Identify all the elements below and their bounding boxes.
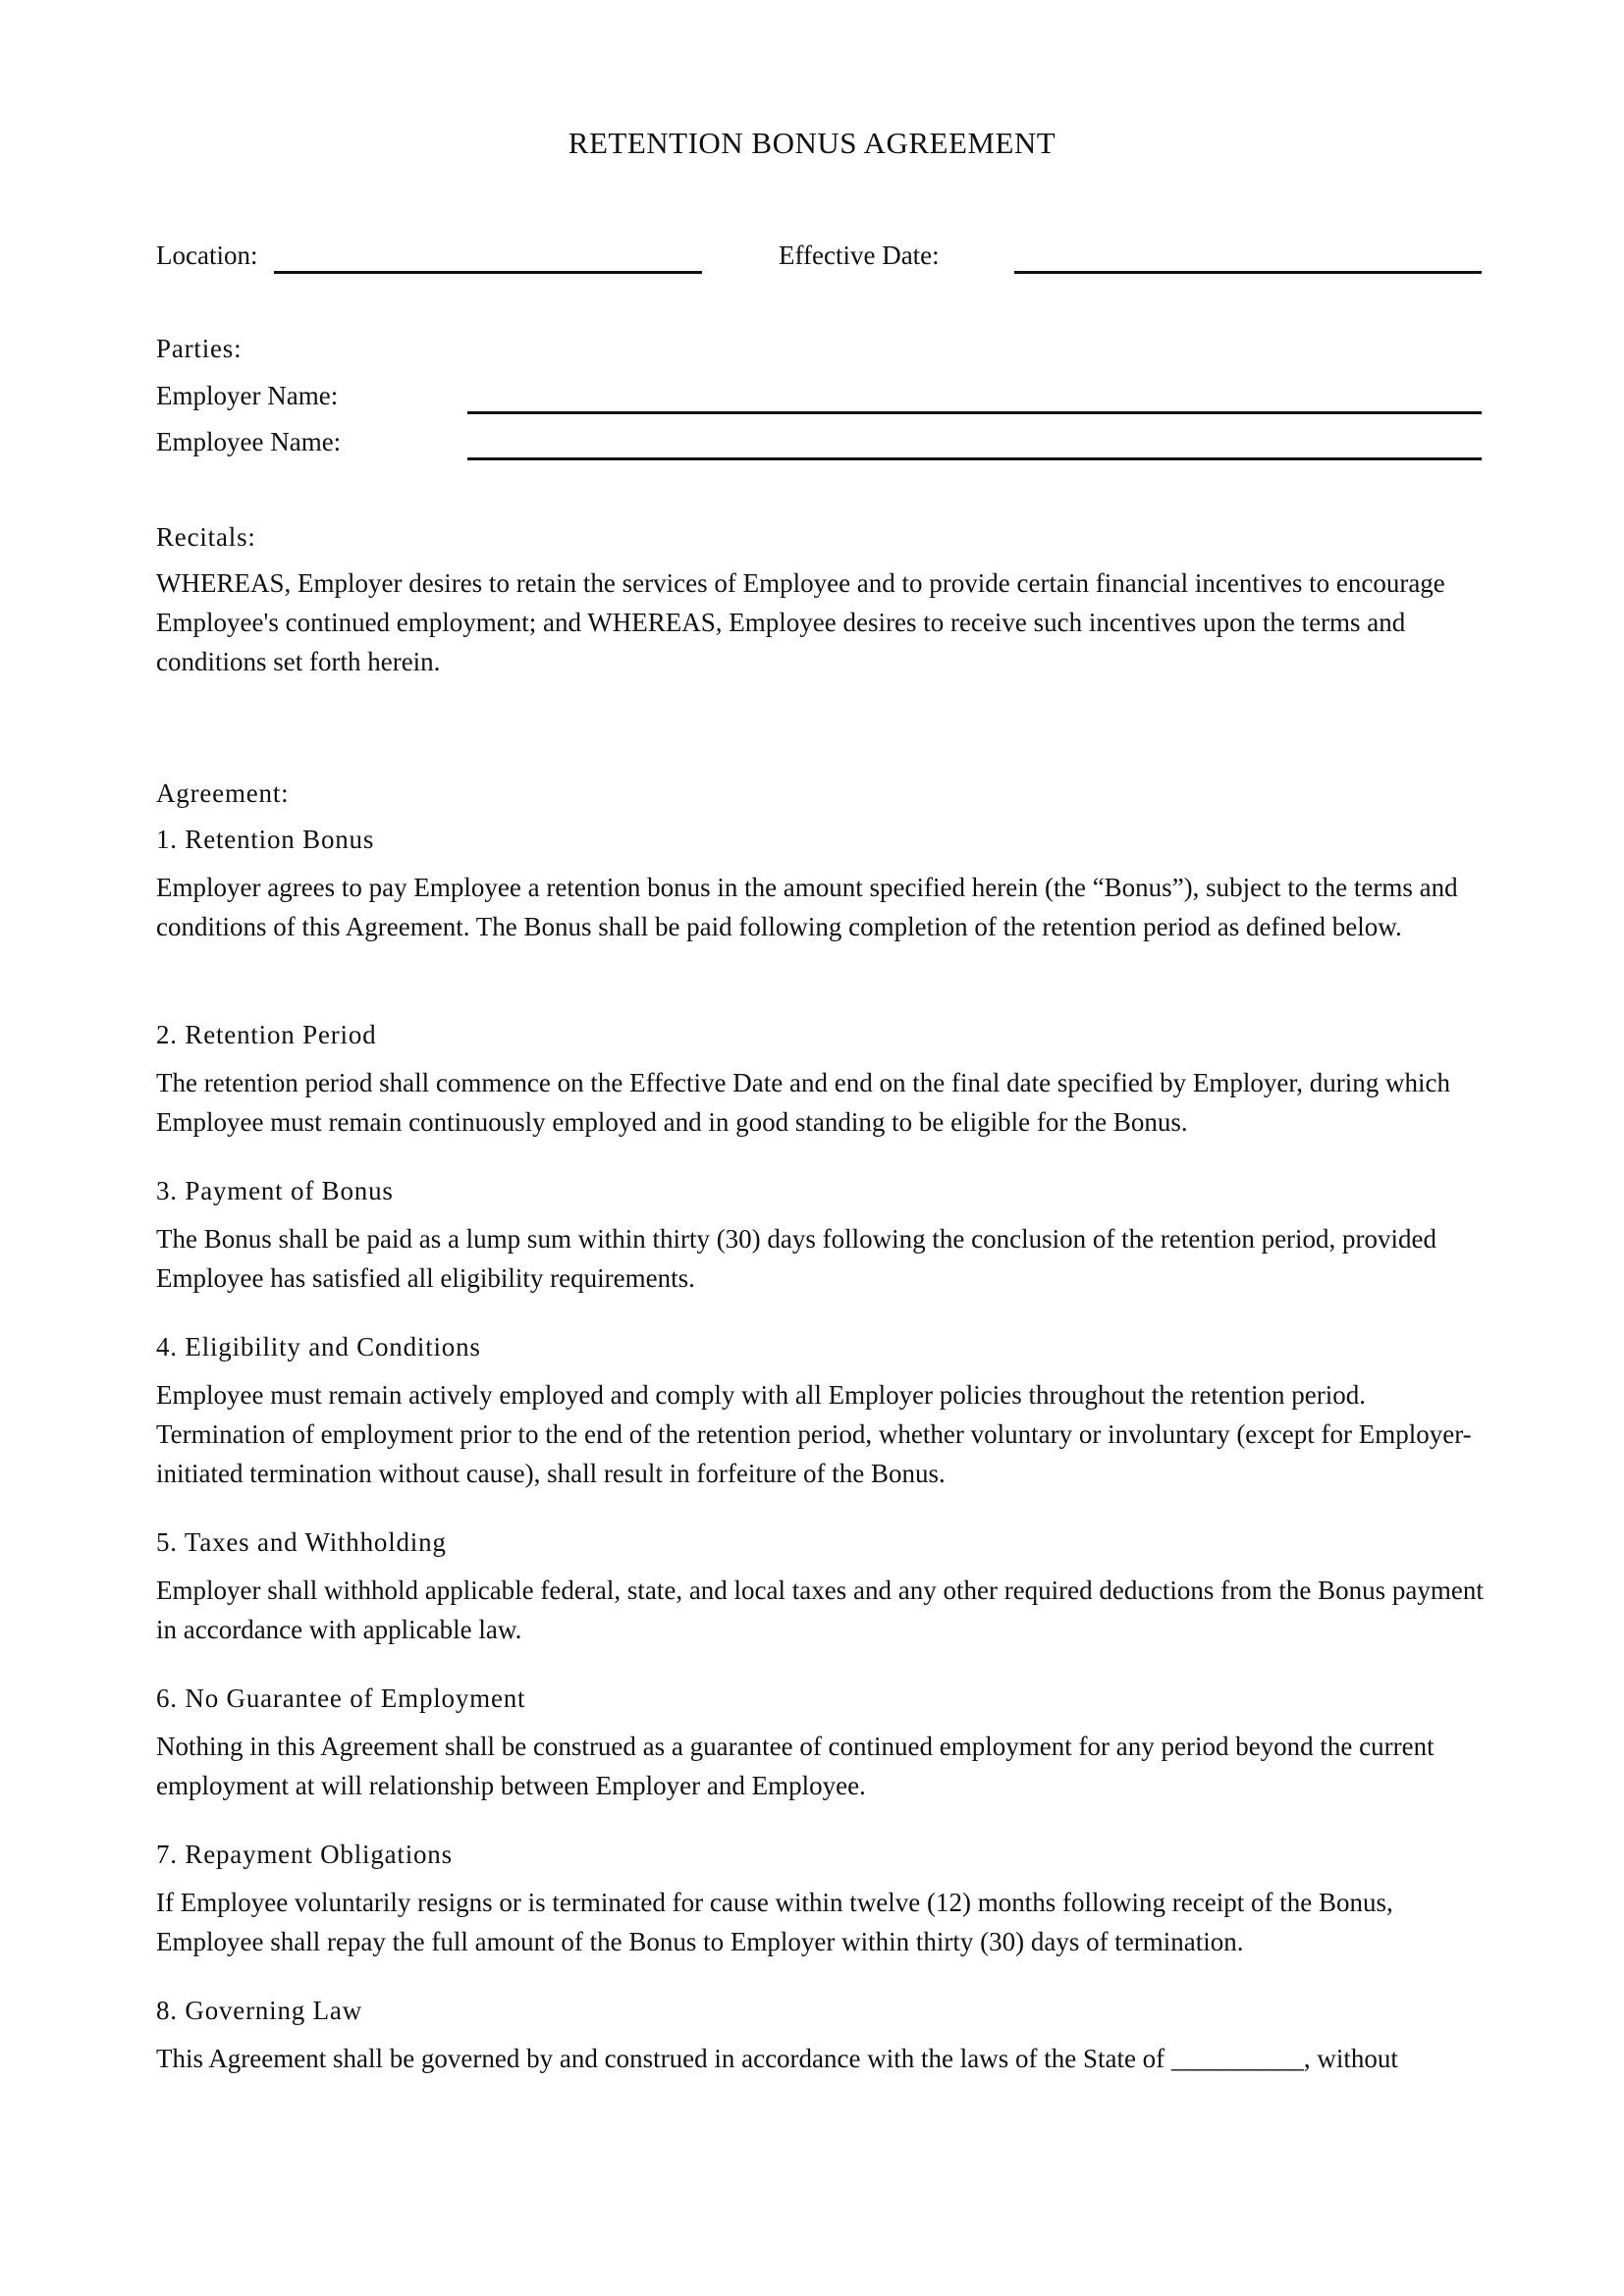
section-body: This Agreement shall be governed by and construed in accordance with the laws of the State of __________, without xyxy=(156,2044,1398,2073)
document-title: RETENTION BONUS AGREEMENT xyxy=(568,126,1056,160)
employee-name-label: Employee Name: xyxy=(156,427,342,456)
section-body: The retention period shall commence on the Effective Date and end on the final date specified by Employer, during which Employee must remain continuously employed and in good standing to be eligible for the Bonus. xyxy=(156,1068,1450,1137)
effective-date-label: Effective Date: xyxy=(779,240,940,270)
section-body: The Bonus shall be paid as a lump sum within thirty (30) days following the conclusion of the retention period, provided Employee has satisfied all eligibility requirements. xyxy=(156,1224,1437,1293)
location-label: Location: xyxy=(156,240,258,270)
section-body: Employee must remain actively employed and comply with all Employer policies throughout the retention period. Termination of employment prior to the end of the retention period, whether voluntary or involuntary (except for Employer-initiated termination without cause), shall result in forfeiture of the Bonus. xyxy=(156,1380,1472,1488)
recitals-text: WHEREAS, Employer desires to retain the services of Employee and to provide certain financial incentives to encourage Employee's continued employment; and WHEREAS, Employee desires to receive such incentives upon the terms and conditions set forth herein. xyxy=(156,568,1445,676)
section-body: If Employee voluntarily resigns or is terminated for cause within twelve (12) months following receipt of the Bonus, Employee shall repay the full amount of the Bonus to Employer within thirty (30) days of termination. xyxy=(156,1888,1393,1956)
section-title: 2. Retention Period xyxy=(156,1020,377,1049)
section-title: 3. Payment of Bonus xyxy=(156,1176,394,1205)
section-body: Employer agrees to pay Employee a retention bonus in the amount specified herein (the “Bonus”), subject to the terms and conditions of this Agreement. The Bonus shall be paid following completion of the retention period as defined below. xyxy=(156,873,1458,941)
section-title: 8. Governing Law xyxy=(156,1996,362,2025)
section-body: Nothing in this Agreement shall be construed as a guarantee of continued employment for any period beyond the current employment at will relationship between Employer and Employee. xyxy=(156,1732,1435,1800)
section-title: 7. Repayment Obligations xyxy=(156,1840,453,1869)
section-title: 4. Eligibility and Conditions xyxy=(156,1332,481,1362)
employee-name-underline xyxy=(467,457,1482,460)
section-title: 6. No Guarantee of Employment xyxy=(156,1683,526,1713)
employer-name-underline xyxy=(467,411,1482,414)
section-title: 5. Taxes and Withholding xyxy=(156,1527,447,1557)
effective-date-underline xyxy=(1014,271,1482,274)
employer-name-label: Employer Name: xyxy=(156,381,339,410)
parties-heading: Parties: xyxy=(156,334,243,363)
location-underline xyxy=(274,271,702,274)
agreement-heading: Agreement: xyxy=(156,778,290,808)
section-body: Employer shall withhold applicable federal, state, and local taxes and any other required deductions from the Bonus payment in accordance with applicable law. xyxy=(156,1575,1484,1644)
recitals-heading: Recitals: xyxy=(156,522,256,552)
section-title: 1. Retention Bonus xyxy=(156,825,375,854)
